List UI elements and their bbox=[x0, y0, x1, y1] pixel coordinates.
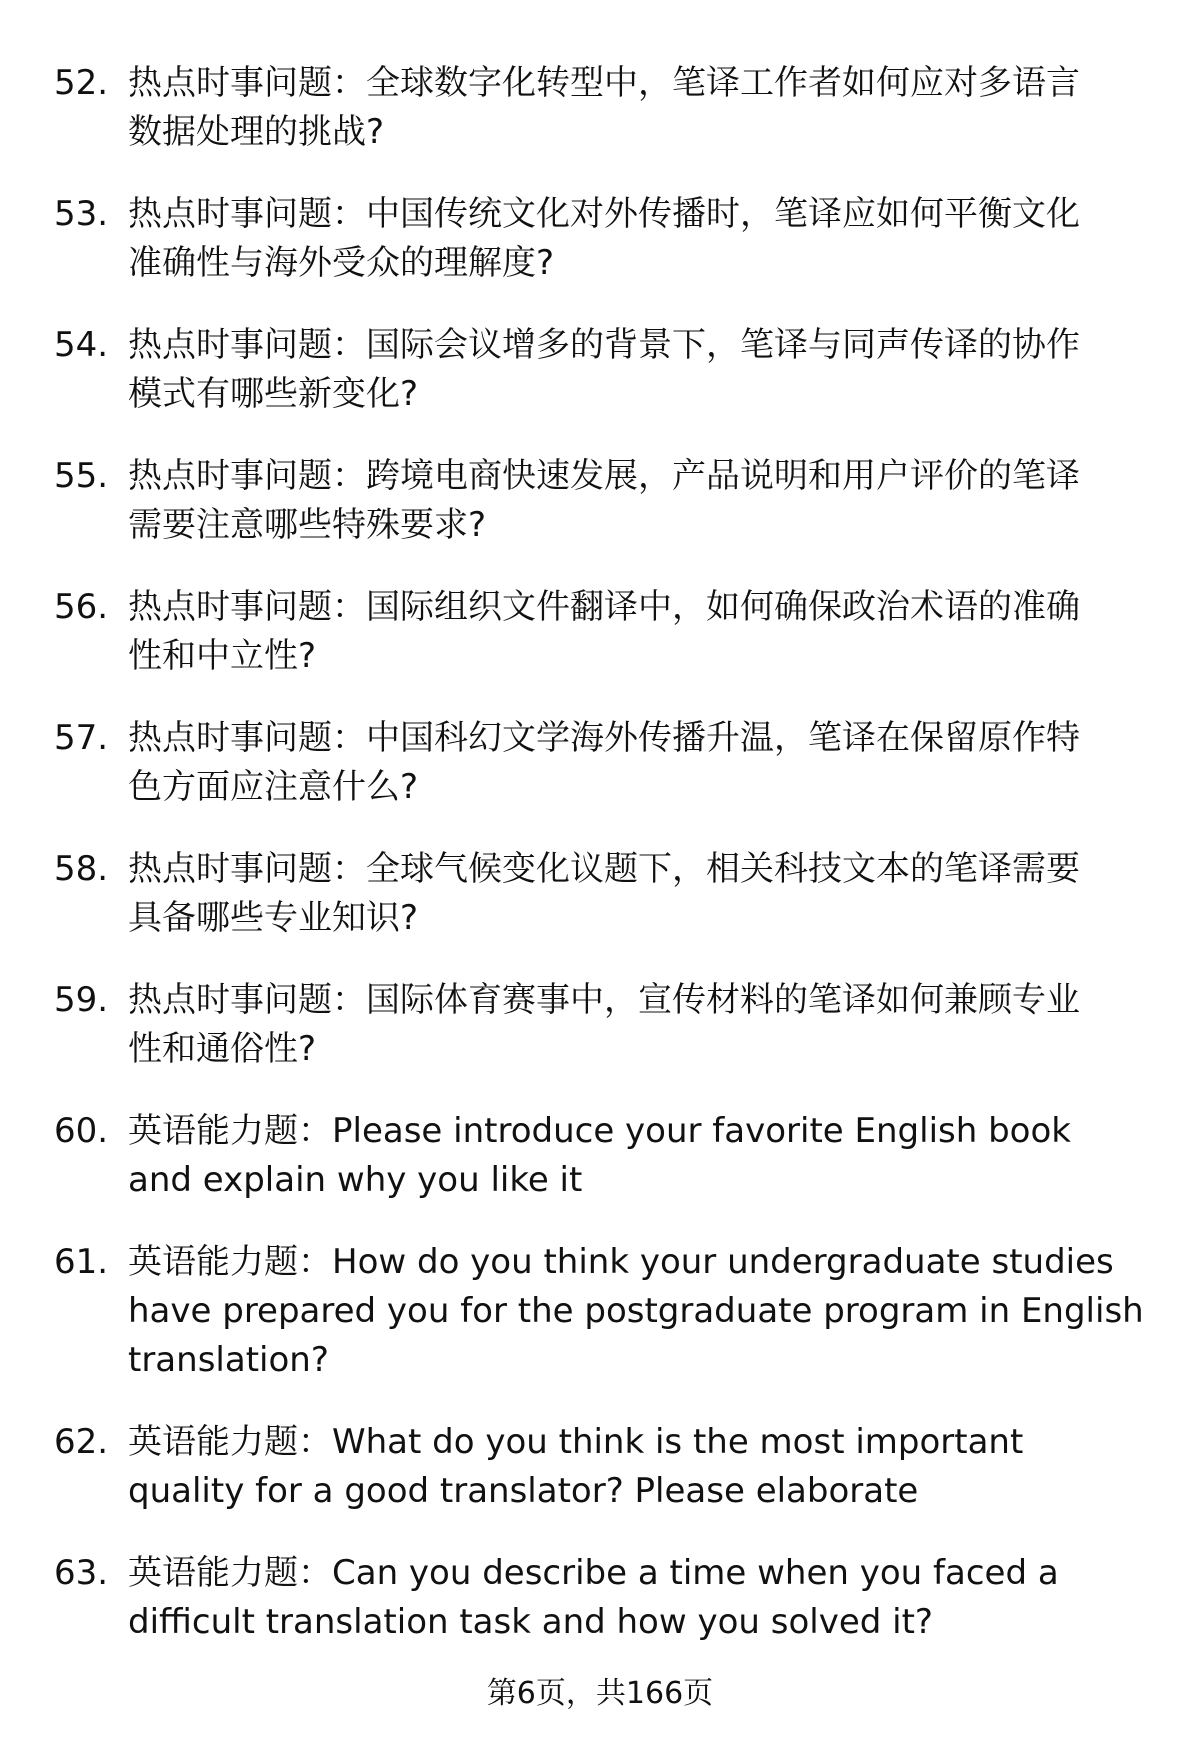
list-item bbox=[0, 59, 1200, 157]
list-item bbox=[0, 452, 1200, 550]
list-item bbox=[0, 321, 1200, 419]
item-text-line: translation? bbox=[128, 1340, 329, 1380]
item-number: 55. bbox=[54, 456, 109, 496]
item-text-line: 英语能力题：How do you think your undergraduate studies bbox=[128, 1242, 1114, 1282]
item-text bbox=[128, 1107, 1200, 1205]
item-text-line: 英语能力题：What do you think is the most important bbox=[128, 1422, 1024, 1462]
item-text-line: difficult translation task and how you solved it? bbox=[128, 1602, 933, 1642]
item-number: 54. bbox=[54, 325, 109, 365]
item-text bbox=[128, 1418, 1200, 1516]
item-text bbox=[128, 583, 1200, 681]
item-text-line: 性和通俗性? bbox=[128, 1029, 317, 1069]
item-text-line: 需要注意哪些特殊要求? bbox=[128, 505, 487, 545]
item-text-line: 热点时事问题：国际体育赛事中，宣传材料的笔译如何兼顾专业 bbox=[128, 980, 1080, 1020]
item-text-line: 具备哪些专业知识? bbox=[128, 898, 419, 938]
item-text-line: 热点时事问题：中国传统文化对外传播时，笔译应如何平衡文化 bbox=[128, 194, 1080, 234]
item-number: 61. bbox=[54, 1242, 109, 1282]
item-text-line: 热点时事问题：国际会议增多的背景下，笔译与同声传译的协作 bbox=[128, 325, 1080, 365]
item-text bbox=[128, 714, 1200, 812]
question-list bbox=[0, 59, 1200, 1680]
item-text-line: 热点时事问题：中国科幻文学海外传播升温，笔译在保留原作特 bbox=[128, 718, 1080, 758]
item-text bbox=[128, 190, 1200, 288]
item-text-line: have prepared you for the postgraduate program in English bbox=[128, 1291, 1144, 1331]
list-item bbox=[0, 583, 1200, 681]
item-text-line: 英语能力题：Please introduce your favorite English book bbox=[128, 1111, 1071, 1151]
item-text bbox=[128, 1238, 1200, 1385]
item-text bbox=[128, 59, 1200, 157]
item-number: 60. bbox=[54, 1111, 109, 1151]
item-text-line: 热点时事问题：跨境电商快速发展，产品说明和用户评价的笔译 bbox=[128, 456, 1080, 496]
item-text bbox=[128, 321, 1200, 419]
item-number: 56. bbox=[54, 587, 109, 627]
list-item bbox=[0, 714, 1200, 812]
item-number: 57. bbox=[54, 718, 109, 758]
item-text-line: 性和中立性? bbox=[128, 636, 317, 676]
item-text-line: 热点时事问题：全球气候变化议题下，相关科技文本的笔译需要 bbox=[128, 849, 1080, 889]
item-text bbox=[128, 976, 1200, 1074]
item-text-line: and explain why you like it bbox=[128, 1160, 583, 1200]
list-item bbox=[0, 1107, 1200, 1205]
item-number: 53. bbox=[54, 194, 109, 234]
item-number: 62. bbox=[54, 1422, 109, 1462]
page-number: 第6页，共166页 bbox=[486, 1676, 714, 1711]
item-number: 52. bbox=[54, 63, 109, 103]
item-text bbox=[128, 1549, 1200, 1647]
item-number: 59. bbox=[54, 980, 109, 1020]
item-text bbox=[128, 845, 1200, 943]
item-text-line: 数据处理的挑战? bbox=[128, 112, 385, 152]
item-text bbox=[128, 452, 1200, 550]
list-item bbox=[0, 1238, 1200, 1385]
item-text-line: 英语能力题：Can you describe a time when you faced a bbox=[128, 1553, 1059, 1593]
item-text-line: quality for a good translator? Please elaborate bbox=[128, 1471, 919, 1511]
item-text-line: 热点时事问题：国际组织文件翻译中，如何确保政治术语的准确 bbox=[128, 587, 1080, 627]
list-item bbox=[0, 1549, 1200, 1647]
item-number: 58. bbox=[54, 849, 109, 889]
item-text-line: 模式有哪些新变化? bbox=[128, 374, 419, 414]
list-item bbox=[0, 976, 1200, 1074]
item-number: 63. bbox=[54, 1553, 109, 1593]
item-text-line: 热点时事问题：全球数字化转型中，笔译工作者如何应对多语言 bbox=[128, 63, 1080, 103]
item-text-line: 色方面应注意什么? bbox=[128, 767, 419, 807]
list-item bbox=[0, 190, 1200, 288]
list-item bbox=[0, 1418, 1200, 1516]
item-text-line: 准确性与海外受众的理解度? bbox=[128, 243, 555, 283]
list-item bbox=[0, 845, 1200, 943]
